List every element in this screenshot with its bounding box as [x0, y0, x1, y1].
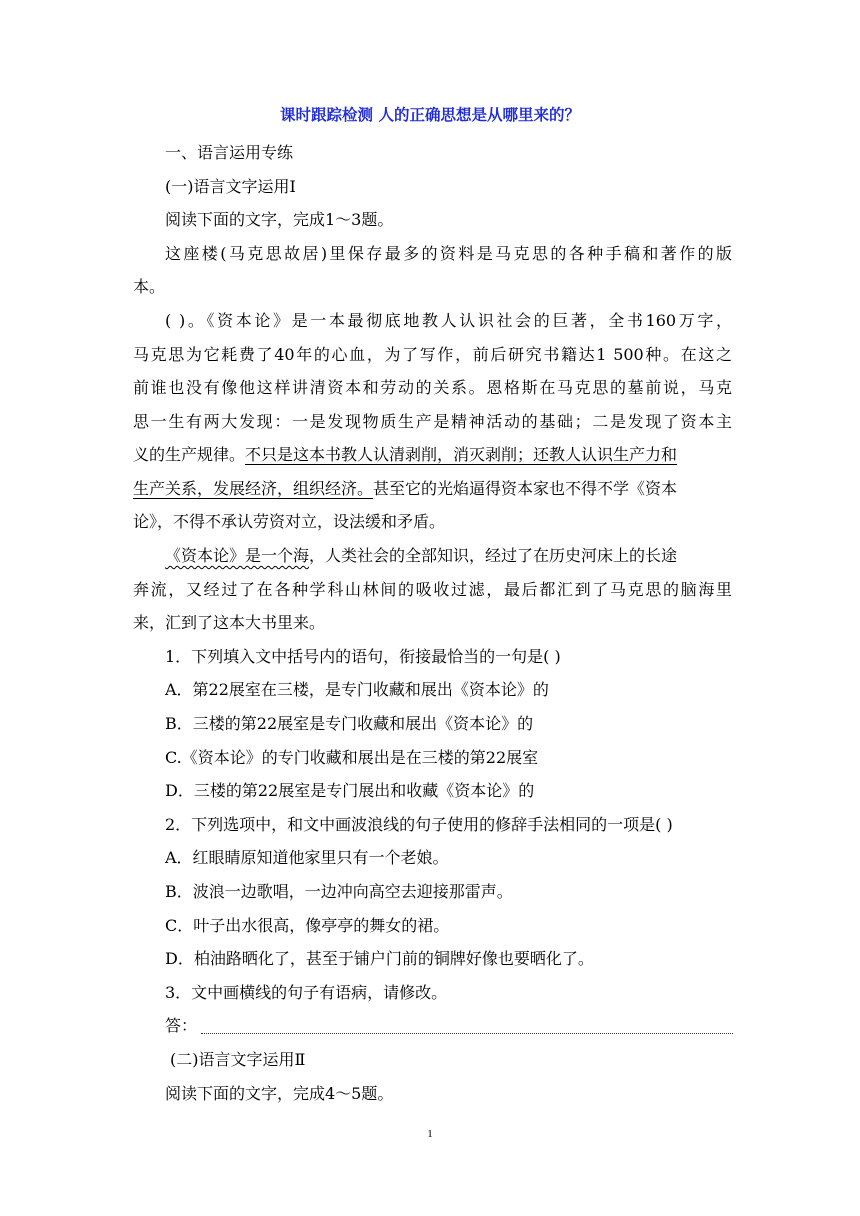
option-b: B．波浪一边歌唱，一边冲向高空去迎接那雷声。	[165, 882, 513, 901]
passage-text: 甚至它的光焰逼得资本家也不得不学《资本	[373, 479, 678, 498]
passage-line: 来，汇到了这本大书里来。	[133, 613, 326, 632]
passage-line: 思一生有两大发现：一是发现物质生产是精神活动的基础；二是发现了资本主	[133, 412, 732, 431]
passage-line: 论》，不得不承认劳资对立，设法缓和矛盾。	[133, 512, 446, 531]
question-1: 1．下列填入文中括号内的语句，衔接最恰当的一句是( )	[165, 647, 561, 666]
page-number: 1	[427, 1128, 433, 1140]
passage-line: 奔流，又经过了在各种学科山林间的吸收过滤，最后都汇到了马克思的脑海里	[133, 580, 732, 599]
passage-text: 义的生产规律。	[133, 445, 246, 464]
option-d: D．三楼的第22展室是专门展出和收藏《资本论》的	[165, 781, 535, 800]
instruction: 阅读下面的文字，完成4～5题。	[165, 1084, 394, 1103]
passage-line	[133, 479, 677, 499]
instruction: 阅读下面的文字，完成1～3题。	[165, 210, 394, 229]
passage-text: ，人类社会的全部知识，经过了在历史河床上的长途	[309, 546, 678, 565]
option-a: A．第22展室在三楼，是专门收藏和展出《资本论》的	[165, 680, 549, 699]
option-c: C.《资本论》的专门收藏和展出是在三楼的第22展室	[165, 748, 539, 767]
option-d: D．柏油路晒化了，甚至于铺户门前的铜牌好像也要晒化了。	[165, 949, 594, 968]
option-b: B．三楼的第22展室是专门收藏和展出《资本论》的	[165, 714, 534, 733]
passage-line	[133, 445, 677, 465]
answer-blank-line[interactable]	[201, 1033, 733, 1034]
underlined-sentence: 不只是这本书教人认清剥削，消灭剥削；还教人认识生产力和	[245, 445, 678, 464]
answer-row	[165, 1016, 733, 1036]
passage-line: ( )。《资本论》是一本最彻底地教人认识社会的巨著，全书160万字，	[165, 311, 732, 330]
passage-line	[165, 546, 677, 566]
answer-label: 答：	[165, 1016, 198, 1035]
passage-line: 这座楼(马克思故居)里保存最多的资料是马克思的各种手稿和著作的版	[165, 244, 732, 263]
option-a: A．红眼睛原知道他家里只有一个老娘。	[165, 848, 449, 867]
wavy-sentence: 《资本论》是一个海	[165, 546, 310, 565]
subsection-heading: (二)语言文字运用Ⅱ	[170, 1050, 306, 1069]
section-heading: 一、语言运用专练	[165, 143, 294, 162]
subsection-heading: (一)语言文字运用Ⅰ	[165, 177, 296, 196]
question-2: 2．下列选项中，和文中画波浪线的句子使用的修辞手法相同的一项是( )	[165, 815, 673, 834]
passage-line: 前谁也没有像他这样讲清资本和劳动的关系。恩格斯在马克思的墓前说，马克	[133, 378, 732, 397]
option-c: C．叶子出水很高，像亭亭的舞女的裙。	[165, 916, 450, 935]
passage-line: 本。	[133, 277, 166, 296]
page-title: 课时跟踪检测 人的正确思想是从哪里来的？	[280, 105, 580, 124]
passage-line: 马克思为它耗费了40年的心血，为了写作，前后研究书籍达1 500种。在这之	[133, 345, 732, 364]
question-3: 3．文中画横线的句子有语病，请修改。	[165, 983, 448, 1002]
underlined-sentence: 生产关系，发展经济，组织经济。	[133, 479, 374, 498]
